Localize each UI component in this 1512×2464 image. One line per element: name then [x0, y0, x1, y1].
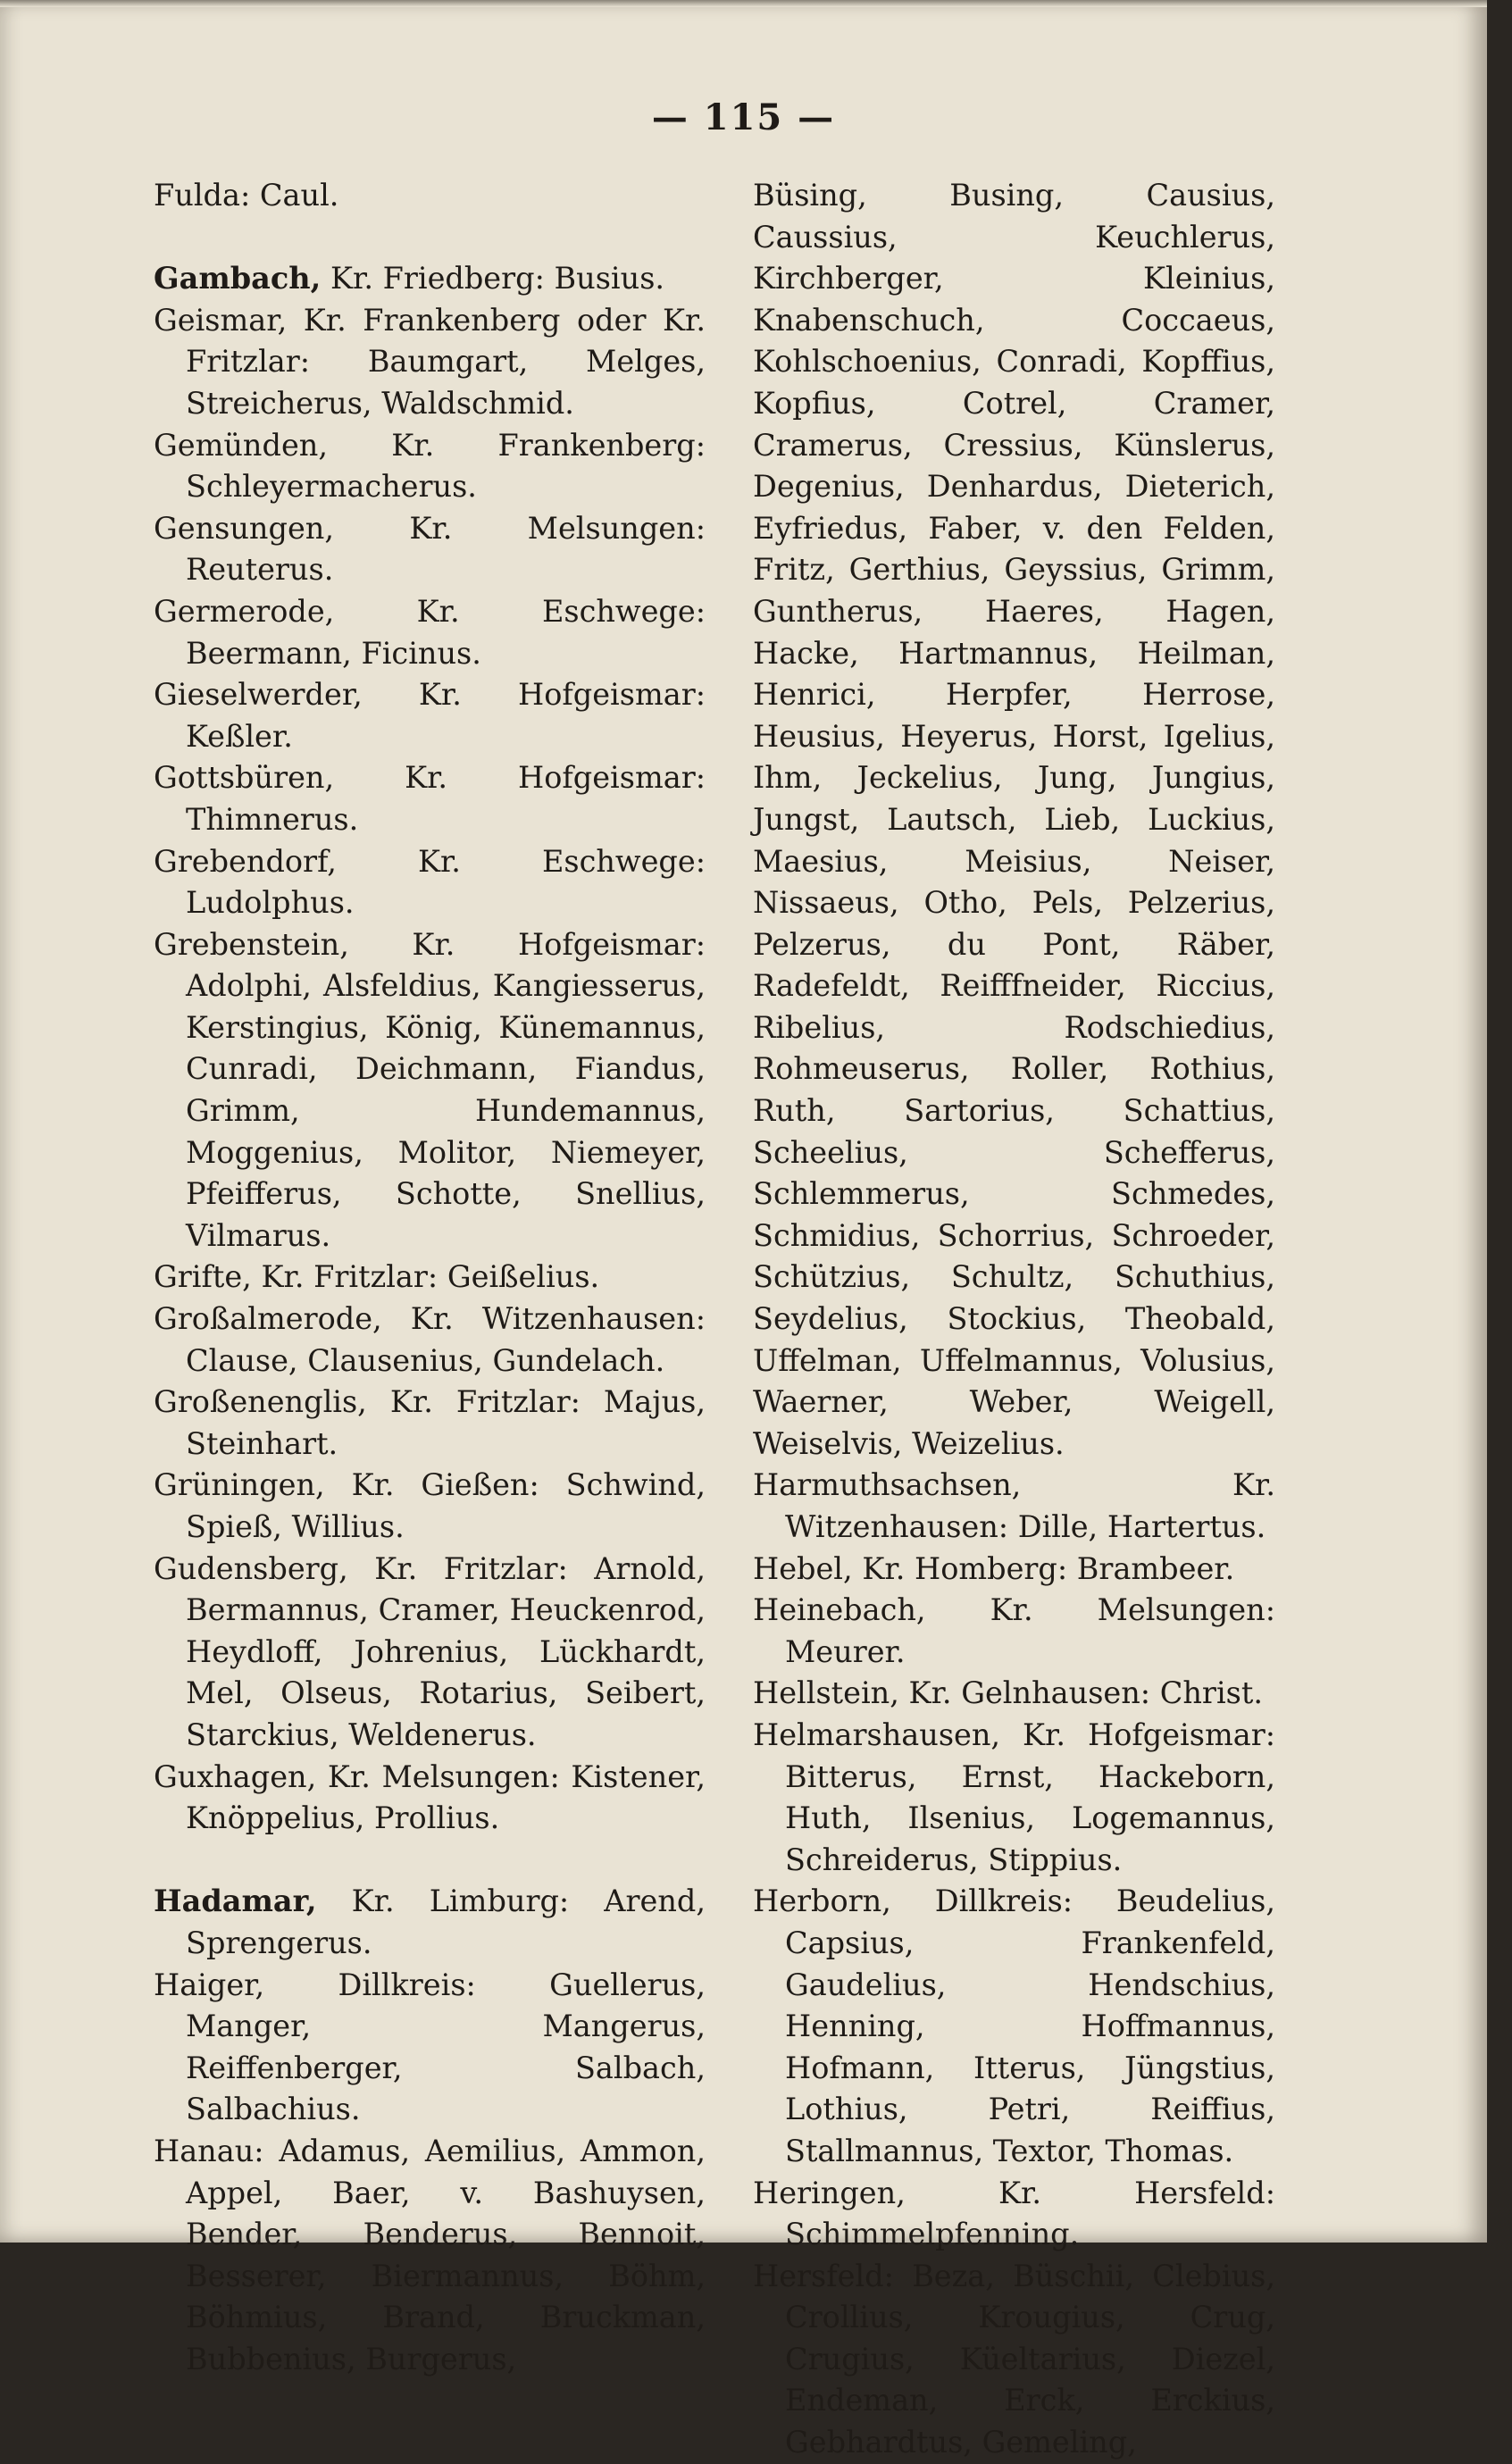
index-entry [154, 1757, 706, 1840]
page-number: — 115 — [651, 96, 836, 138]
entry-text: Beza, Büschii, Clebius, Crollius, Krougius, Crug, Crugius, Küeltarius, Diezel, Endeman, Erck, Erckius, Gebhardtus, Gemeling, [785, 2258, 1275, 2460]
index-entry [154, 1257, 706, 1299]
entry-text: Kr. Frankenberg: Schleyermacherus. [186, 427, 706, 505]
index-entry [154, 1465, 706, 1548]
index-entry [154, 300, 706, 425]
entry-place: Hebel, [753, 1550, 853, 1586]
entry-text: Kr. Fritzlar: Arnold, Bermannus, Cramer, Heuckenrod, Heydloff, Johrenius, Lückhardt, Mel, Olseus, Rotarius, Seibert, Starckius, Weldenerus. [186, 1550, 706, 1752]
index-entry [154, 757, 706, 840]
entry-text: Kr. Frankenberg oder Kr. Fritzlar: Baumgart, Melges, Streicherus, Waldschmid. [186, 302, 706, 421]
entry-place: Gottsbüren, [154, 760, 335, 796]
entry-text: Caul. [250, 178, 339, 213]
entry-text: Kr. Hofgeismar: Thimnerus. [186, 760, 706, 837]
entry-text: Kr. Melsungen: Meurer. [785, 1592, 1275, 1669]
index-entry [753, 1715, 1275, 1881]
index-entry [753, 175, 1275, 1465]
entry-text: Dillkreis: Beudelius, Capsius, Frankenfeld, Gaudelius, Hendschius, Henning, Hoffmannus, Hofmann, Itterus, Jüngstius, Lothius, Petri, Reiffius, Stallmannus, Textor, Thomas. [785, 1883, 1275, 2168]
index-entry [753, 1881, 1275, 2172]
entry-text: Kr. Witzenhausen: Dille, Hartertus. [785, 1467, 1275, 1544]
index-entry [753, 1673, 1275, 1715]
entry-place: Grifte, [154, 1259, 252, 1295]
page-top-edge [0, 0, 1487, 7]
index-entry [154, 425, 706, 508]
entry-text: Kr. Hersfeld: Schimmelpfenning. [785, 2175, 1275, 2252]
index-entry [753, 2256, 1275, 2464]
entry-text: Büsing, Busing, Causius, Caussius, Keuchlerus, Kirchberger, Kleinius, Knabenschuch, Coccaeus, Kohlschoenius, Conradi, Kopffius, Kopfius, Cotrel, Cramer, Cramerus, Cressius, Künslerus, Degenius, Denhardus, Dieterich, Eyfriedus, Faber, v. den Felden, Fritz, Gerthius, Geyssius, Grimm, Guntherus, Haeres, Hagen, Hacke, Hartmannus, Heilman, Henrici, Herpfer, Herrose, Heusius, Heyerus, Horst, Igelius, Ihm, Jeckelius, Jung, Jungius, Jungst, Lautsch, Lieb, Luckius, Maesius, Meisius, Neiser, Nissaeus, Otho, Pels, Pelzerius, Pelzerus, du Pont, Räber, Radefeldt, Reifffneider, Riccius, Ribelius, Rodschiedius, Rohmeuserus, Roller, Rothius, Ruth, Sartorius, Schattius, Scheelius, Schefferus, Schlemmerus, Schmedes, Schmidius, Schorrius, Schroeder, Schützius, Schultz, Schuthius, Seydelius, Stockius, Theobald, Uffelman, Uffelmannus, Volusius, Waerner, Weber, Weigell, Weiselvis, Weizelius. [753, 178, 1275, 1461]
entry-text: Kr. Melsungen: Kistener, Knöppelius, Prollius. [186, 1758, 706, 1836]
index-entry [154, 1299, 706, 1382]
entry-text: Adamus, Aemilius, Ammon, Appel, Baer, v. Bashuysen, Bender, Benderus, Bennoit, Besserer, Biermannus, Böhm, Böhmius, Brand, Bruckman, Bubbenius, Burgerus, [186, 2133, 706, 2376]
index-entry [154, 1549, 706, 1757]
index-entry [154, 1382, 706, 1465]
index-entry [154, 924, 706, 1257]
entry-place: Grüningen, [154, 1467, 325, 1503]
entry-place: Helmarshausen, [753, 1716, 1001, 1752]
entry-place: Hersfeld: [753, 2258, 894, 2293]
entry-text: Kr. Melsungen: Reuterus. [186, 510, 706, 588]
left-column [154, 175, 706, 2380]
entry-place: Heringen, [753, 2175, 906, 2210]
entry-place: Gudensberg, [154, 1550, 348, 1586]
entry-place: Hellstein, [753, 1675, 899, 1711]
entry-place: Grebendorf, [154, 843, 337, 879]
index-entry [154, 2131, 706, 2381]
entry-place: Fulda: [154, 178, 251, 213]
entry-place: Geismar, [154, 302, 288, 338]
entry-place: Guxhagen, [154, 1758, 317, 1794]
entry-place: Gambach, [154, 261, 322, 297]
entry-text: Kr. Gelnhausen: Christ. [898, 1675, 1263, 1711]
index-entry [154, 841, 706, 924]
entry-text: Kr. Fritzlar: Majus, Steinhart. [186, 1384, 706, 1461]
right-column [753, 175, 1275, 2464]
entry-text: Kr. Hofgeismar: Adolphi, Alsfeldius, Kangiesserus, Kerstingius, König, Künemannus, Cunradi, Deichmann, Fiandus, Grimm, Hundemannus, Moggenius, Molitor, Niemeyer, Pfeifferus, Schotte, Snellius, Vilmarus. [186, 926, 706, 1253]
entry-place: Gieselwerder, [154, 677, 363, 713]
entry-place: Hanau: [154, 2133, 264, 2168]
entry-text: Kr. Friedberg: Busius. [321, 261, 665, 297]
index-entry [154, 508, 706, 591]
entry-place: Gemünden, [154, 427, 328, 463]
index-entry [753, 1465, 1275, 1548]
index-entry [753, 1549, 1275, 1591]
index-entry [154, 674, 706, 757]
index-entry [154, 258, 706, 300]
entry-text: Kr. Eschwege: Ludolphus. [186, 843, 706, 921]
entry-place: Herborn, [753, 1883, 891, 1919]
entry-text: Kr. Gießen: Schwind, Spieß, Willius. [186, 1467, 706, 1544]
entry-text: Kr. Witzenhausen: Clause, Clausenius, Gundelach. [186, 1301, 706, 1378]
index-entry [753, 2173, 1275, 2256]
entry-place: Hadamar, [154, 1883, 317, 1919]
entry-place: Harmuthsachsen, [753, 1467, 1022, 1503]
entry-place: Grebenstein, [154, 926, 349, 962]
entry-text: Kr. Hofgeismar: Keßler. [186, 677, 706, 754]
index-entry [753, 1590, 1275, 1673]
index-entry [154, 1881, 706, 1964]
entry-place: Gensungen, [154, 510, 334, 546]
index-entry [154, 591, 706, 674]
entry-text: Kr. Homberg: Brambeer. [852, 1550, 1235, 1586]
index-entry [154, 175, 706, 217]
entry-text: Kr. Fritzlar: Geißelius. [251, 1259, 600, 1295]
entry-text: Kr. Hofgeismar: Bitterus, Ernst, Hackeborn, Huth, Ilsenius, Logemannus, Schreiderus, Stippius. [785, 1716, 1275, 1877]
entry-place: Heinebach, [753, 1592, 926, 1628]
index-entry [154, 1965, 706, 2131]
entry-text: Kr. Limburg: Arend, Sprengerus. [186, 1883, 706, 1960]
entry-place: Haiger, [154, 1967, 265, 2002]
entry-place: Großenenglis, [154, 1384, 367, 1420]
entry-place: Germerode, [154, 593, 335, 629]
entry-text: Dillkreis: Guellerus, Manger, Mangerus, Reiffenberger, Salbach, Salbachius. [186, 1967, 706, 2127]
entry-place: Großalmerode, [154, 1301, 382, 1337]
entry-text: Kr. Eschwege: Beermann, Ficinus. [186, 593, 706, 671]
